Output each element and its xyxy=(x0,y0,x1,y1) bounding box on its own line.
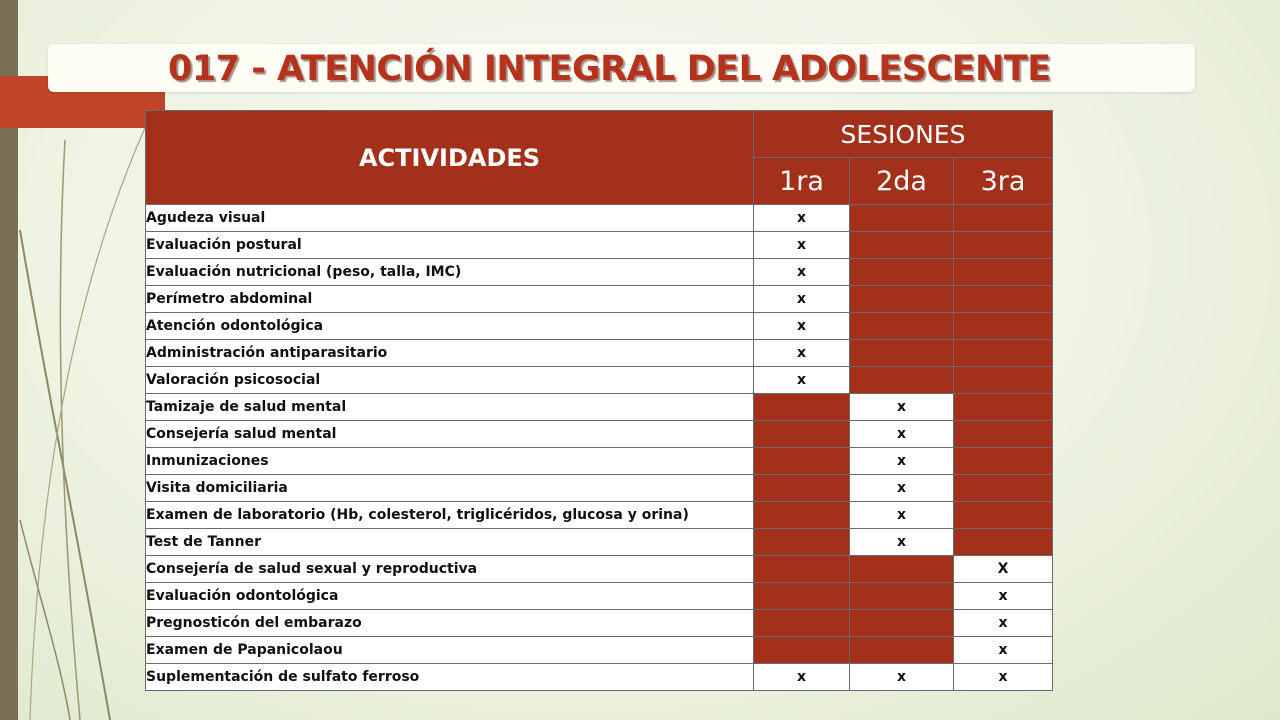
session-empty-cell xyxy=(954,205,1053,232)
session-empty-cell xyxy=(954,475,1053,502)
activity-cell: Pregnosticón del embarazo xyxy=(146,610,754,637)
header-session-2: 2da xyxy=(850,158,954,205)
session-empty-cell xyxy=(754,610,850,637)
table-row xyxy=(146,502,1053,529)
session-mark-cell: x xyxy=(754,367,850,394)
session-mark-cell: x xyxy=(954,583,1053,610)
session-empty-cell xyxy=(954,367,1053,394)
activity-cell: Evaluación nutricional (peso, talla, IMC) xyxy=(146,259,754,286)
session-mark-cell: x xyxy=(754,340,850,367)
table-row xyxy=(146,340,1053,367)
table-row xyxy=(146,448,1053,475)
table-row xyxy=(146,394,1053,421)
session-mark-cell: x xyxy=(850,529,954,556)
activity-cell: Suplementación de sulfato ferroso xyxy=(146,664,754,691)
session-mark-cell: x xyxy=(954,637,1053,664)
session-mark-cell: x xyxy=(754,664,850,691)
session-empty-cell xyxy=(850,583,954,610)
session-empty-cell xyxy=(850,367,954,394)
session-empty-cell xyxy=(850,232,954,259)
table-row xyxy=(146,313,1053,340)
session-mark-cell: x xyxy=(954,610,1053,637)
table-row xyxy=(146,232,1053,259)
activity-cell: Evaluación postural xyxy=(146,232,754,259)
table-row xyxy=(146,259,1053,286)
session-mark-cell: x xyxy=(754,313,850,340)
activity-cell: Valoración psicosocial xyxy=(146,367,754,394)
header-session-3: 3ra xyxy=(954,158,1053,205)
table-row xyxy=(146,583,1053,610)
table-row xyxy=(146,664,1053,691)
session-empty-cell xyxy=(850,610,954,637)
activity-cell: Tamizaje de salud mental xyxy=(146,394,754,421)
session-mark-cell: x xyxy=(754,286,850,313)
session-mark-cell: x xyxy=(754,232,850,259)
session-empty-cell xyxy=(754,475,850,502)
session-empty-cell xyxy=(954,259,1053,286)
session-empty-cell xyxy=(954,529,1053,556)
session-empty-cell xyxy=(954,286,1053,313)
header-activities: ACTIVIDADES xyxy=(146,111,754,205)
activity-cell: Test de Tanner xyxy=(146,529,754,556)
session-empty-cell xyxy=(754,421,850,448)
session-mark-cell: X xyxy=(954,556,1053,583)
activity-cell: Administración antiparasitario xyxy=(146,340,754,367)
activity-cell: Evaluación odontológica xyxy=(146,583,754,610)
session-empty-cell xyxy=(954,394,1053,421)
activity-cell: Agudeza visual xyxy=(146,205,754,232)
session-empty-cell xyxy=(850,313,954,340)
page-title: 017 - ATENCIÓN INTEGRAL DEL ADOLESCENTE xyxy=(168,49,1051,89)
session-mark-cell: x xyxy=(850,421,954,448)
session-empty-cell xyxy=(850,637,954,664)
session-empty-cell xyxy=(754,502,850,529)
activities-table xyxy=(145,110,1053,691)
session-empty-cell xyxy=(754,556,850,583)
session-empty-cell xyxy=(754,394,850,421)
activity-cell: Perímetro abdominal xyxy=(146,286,754,313)
session-empty-cell xyxy=(850,340,954,367)
session-mark-cell: x xyxy=(850,448,954,475)
table-row xyxy=(146,286,1053,313)
header-sessions: SESIONES xyxy=(754,111,1053,158)
session-mark-cell: x xyxy=(754,259,850,286)
table-body xyxy=(146,205,1053,691)
session-empty-cell xyxy=(850,556,954,583)
session-empty-cell xyxy=(954,421,1053,448)
activity-cell: Visita domiciliaria xyxy=(146,475,754,502)
activity-cell: Examen de laboratorio (Hb, colesterol, triglicéridos, glucosa y orina) xyxy=(146,502,754,529)
session-empty-cell xyxy=(954,502,1053,529)
activity-cell: Consejería de salud sexual y reproductiva xyxy=(146,556,754,583)
table-row xyxy=(146,475,1053,502)
session-mark-cell: x xyxy=(850,664,954,691)
session-empty-cell xyxy=(850,205,954,232)
session-mark-cell: x xyxy=(850,475,954,502)
session-empty-cell xyxy=(954,340,1053,367)
table-row xyxy=(146,205,1053,232)
session-empty-cell xyxy=(954,448,1053,475)
activity-cell: Consejería salud mental xyxy=(146,421,754,448)
session-empty-cell xyxy=(754,583,850,610)
activity-cell: Examen de Papanicolaou xyxy=(146,637,754,664)
session-empty-cell xyxy=(754,637,850,664)
activity-cell: Inmunizaciones xyxy=(146,448,754,475)
activity-cell: Atención odontológica xyxy=(146,313,754,340)
session-empty-cell xyxy=(754,448,850,475)
table-row xyxy=(146,610,1053,637)
table-row xyxy=(146,637,1053,664)
header-session-1: 1ra xyxy=(754,158,850,205)
session-empty-cell xyxy=(850,286,954,313)
table-row xyxy=(146,367,1053,394)
session-mark-cell: x xyxy=(850,502,954,529)
session-empty-cell xyxy=(850,259,954,286)
table-row xyxy=(146,421,1053,448)
session-empty-cell xyxy=(954,313,1053,340)
session-mark-cell: x xyxy=(954,664,1053,691)
session-mark-cell: x xyxy=(850,394,954,421)
table-row xyxy=(146,529,1053,556)
session-empty-cell xyxy=(754,529,850,556)
session-empty-cell xyxy=(954,232,1053,259)
table-row xyxy=(146,556,1053,583)
session-mark-cell: x xyxy=(754,205,850,232)
